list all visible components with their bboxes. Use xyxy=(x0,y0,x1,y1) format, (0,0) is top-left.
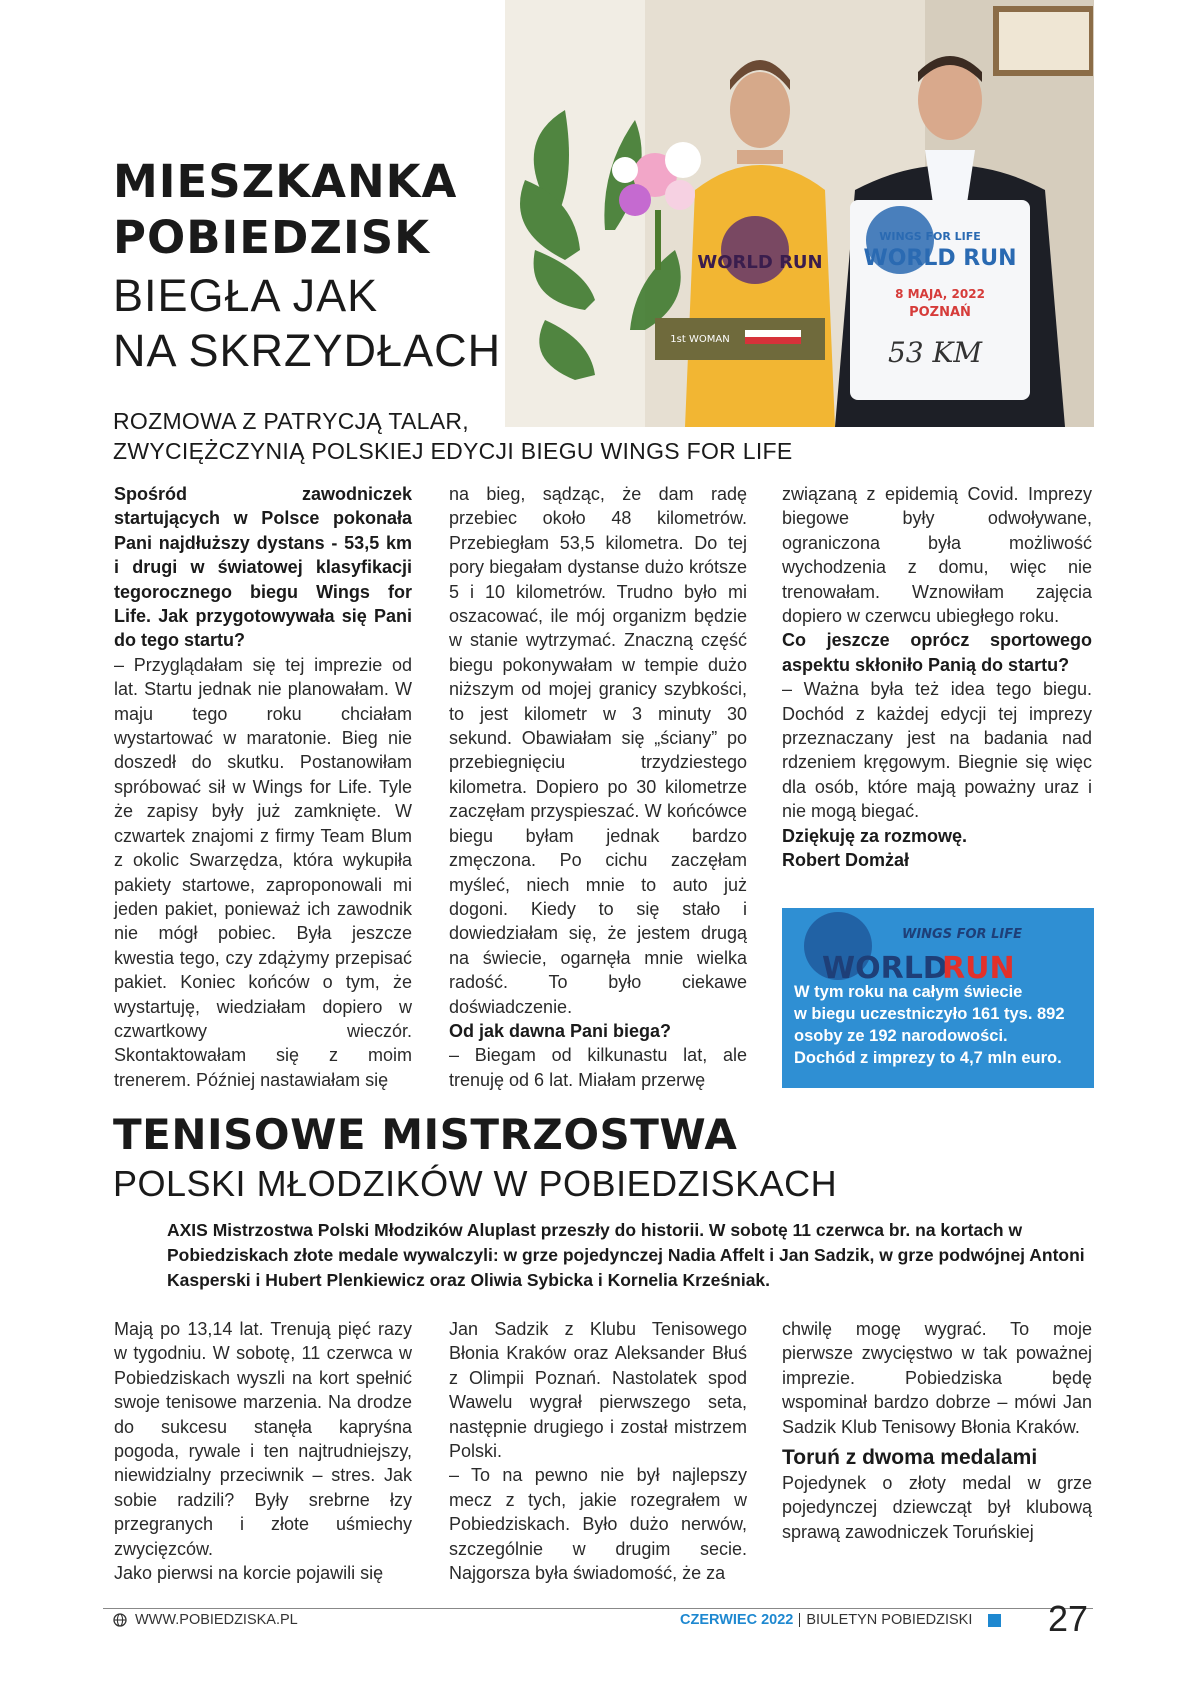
article2-lead: AXIS Mistrzostwa Polski Młodzików Aluplast przeszły do historii. W sobotę 11 czerwca br. na kortach w Pobiedziskach złote medale wywalczyli: w grze pojedynczej Nadia Affelt i Jan Sadzik, w grze podwójnej Antoni Kasperski i Hubert Plenkiewicz oraz Oliwia Sybicka i Kornelia Krześniak. xyxy=(167,1220,1085,1290)
sign-brand-line2: WORLD RUN xyxy=(863,246,1017,271)
globe-icon xyxy=(113,1613,127,1627)
footer-website[interactable] xyxy=(113,1612,298,1628)
interview-answer: – Biegam od kilkunastu lat, ale trenuję od 6 lat. Miałam przerwę xyxy=(449,1045,747,1090)
blue-square-marker xyxy=(988,1614,1001,1627)
article2-paragraph: Mają po 13,14 lat. Trenują pięć razy w tygodniu. W sobotę, 11 czerwca w Pobiedziskach wyszli na kort spełnić swoje tenisowe marzenia. Na drodze do sukcesu stanęła kapryśna pogoda, rywale i ten najtrudniejszy, niewidzialny przeciwnik – stres. Jak sobie radzili? Były srebrne łzy przegranych i złote uśmiechy zwycięzców. xyxy=(114,1319,412,1559)
photo-illustration xyxy=(505,0,1094,427)
footer-rule xyxy=(103,1608,1093,1609)
footer-issue-info xyxy=(680,1612,1001,1628)
infobox-line4: Dochód z imprezy to 4,7 mln euro. xyxy=(794,1049,1062,1067)
interview-answer: – Przyglądałam się tej imprezie od lat. Startu jednak nie planowałam. W maju tego roku chciałam wystartować w maratonie. Bieg nie doszedł do skutku. Postanowiłam spróbować sił w Wings for Life. Tyle że zapisy były już zamknięte. W czwartek znajomi z firmy Team Blum z okolic Swarzędza, która wykupiła pakiety startowe, zaproponowali mi jeden pakiet, ponieważ ich zawodnik nie mógł pobiec. Była jeszcze kwestia tego, czy zdążymy przepisać pakiet. Koniec końców o tym, że wystartuję, wiedziałam dopiero w czwartkowy wieczór. Skontaktowałam się z moim trenerem. Później nastawiałam się xyxy=(114,654,412,1090)
article1-column-3 xyxy=(782,482,1092,873)
sign-city: POZNAŃ xyxy=(909,305,971,320)
logo-wings-for-life: WINGS FOR LIFE xyxy=(902,927,1022,942)
article2-paragraph: – To na pewno nie był najlepszy mecz z tych, jakie rozegrałem w Pobiedziskach. Było dużo nerwów, szczególnie w drugim secie. Najgorsza była świadomość, że za xyxy=(449,1465,747,1584)
infobox-line1: W tym roku na całym świecie xyxy=(794,983,1023,1001)
interview-answer: związaną z epidemią Covid. Imprezy biegowe były odwoływane, ograniczona była możliwość wychodzenia z domu, więc nie trenowałam. Wznowiłam zajęcia dopiero w czerwcu ubiegłego roku. xyxy=(782,484,1092,627)
logo-run: RUN xyxy=(942,951,1015,986)
issue-date: CZERWIEC 2022 xyxy=(680,1612,794,1628)
article2-paragraph: Pojedynek o złoty medal w grze pojedynczej dziewcząt był klubową sprawą zawodniczek Toruńskiej xyxy=(782,1473,1092,1542)
website-url[interactable]: WWW.POBIEDZISKA.PL xyxy=(135,1612,298,1628)
author-name: Robert Domżał xyxy=(782,850,910,871)
publication-name: BIULETYN POBIEDZISKI xyxy=(806,1612,973,1628)
sign-date: 8 MAJA, 2022 xyxy=(895,287,985,301)
thanks-line: Dziękuję za rozmowę. xyxy=(782,825,968,846)
article1-title-light-line1: BIEGŁA JAK xyxy=(113,270,379,321)
wings-for-life-logo xyxy=(782,908,1094,988)
article1-column-1 xyxy=(114,482,412,1092)
article2-column-3 xyxy=(782,1317,1092,1544)
logo-world: WORLD xyxy=(822,951,948,986)
interview-question: Spośród zawodniczek startujących w Polsce pokonała Pani najdłuższy dystans - 53,5 km i drugi w światowej klasyfikacji tegorocznego biegu Wings for Life. Jak przygotowywała się Pani do tego startu? xyxy=(114,484,412,651)
interview-answer: – Ważna była też idea tego biegu. Dochód z każdej edycji tej imprezy przeznaczany jest na badania nad rdzeniem kręgowym. Biegnie się więc dla osób, które mają poważny uraz i nie mogą biegać. xyxy=(782,679,1092,822)
interview-question: Co jeszcze oprócz sportowego aspektu skłoniło Panią do startu? xyxy=(782,630,1092,675)
article1-column-2 xyxy=(449,482,747,1092)
footer-separator xyxy=(799,1613,800,1627)
sign-brand-line1: WINGS FOR LIFE xyxy=(879,230,981,243)
infobox-line3: osoby ze 192 narodowości. xyxy=(794,1027,1008,1045)
interview-answer: na bieg, sądząc, że dam radę przebiec około 48 kilometrów. Przebiegłam 53,5 kilometra. Do tej pory biegałam dystanse dużo krótsze 5 i 10 kilometrów. Trudno było mi oszacować, ile mój organizm będzie w stanie wytrzymać. Znaczną część biegu pokonywałam w tempie dużo niższym od mojej granicy szybkości, to jest kilometr w 3 minuty 30 sekund. Obawiałam się „ściany” po przebiegnięciu trzydziestego kilometra. Dopiero po 30 kilometrze zaczęłam przyspieszać. W końcówce biegu byłam jednak bardzo zmęczona. Po cichu zaczęłam myśleć, niech mnie to auto już dogoni. Kiedy to się stało i dowiedziałam się, że jestem drugą na świecie, ogarnęła mnie wielka radość. To było ciekawe doświadczenie. xyxy=(449,484,747,1017)
infobox-line2: w biegu uczestniczyło 161 tys. 892 xyxy=(794,1005,1065,1023)
sign-handwritten-distance: 53 KM xyxy=(887,336,983,369)
article2-column-1 xyxy=(114,1317,412,1585)
article1-subtitle-line2: ZWYCIĘŻCZYNIĄ POLSKIEJ EDYCJI BIEGU WINGS FOR LIFE xyxy=(113,438,793,464)
page-number: 27 xyxy=(1048,1598,1089,1639)
article1-photo xyxy=(505,0,1094,427)
article1-title-bold-line1: MIESZKANKA xyxy=(113,155,458,208)
article1-title-light-line2: NA SKRZYDŁACH xyxy=(113,325,502,376)
article1-subtitle-line1: ROZMOWA Z PATRYCJĄ TALAR, xyxy=(113,408,469,434)
article1-title-bold-line2: POBIEDZISK xyxy=(113,211,431,264)
article2-paragraph: Jan Sadzik z Klubu Tenisowego Błonia Kraków oraz Aleksander Błuś z Olimpii Poznań. Nastolatek spod Wawelu wygrał pierwszego seta, następnie drugiego i został mistrzem Polski. xyxy=(449,1319,747,1462)
shirt-print-text: WORLD RUN xyxy=(697,252,823,273)
article2-column-2 xyxy=(449,1317,747,1585)
article2-paragraph: Jako pierwsi na korcie pojawili się xyxy=(114,1563,384,1584)
wings-for-life-infobox xyxy=(782,908,1094,1088)
interview-question: Od jak dawna Pani biega? xyxy=(449,1020,672,1041)
article2-title-light: POLSKI MŁODZIKÓW W POBIEDZISKACH xyxy=(113,1163,838,1204)
article2-subheading: Toruń z dwoma medalami xyxy=(782,1446,1038,1470)
article2-title-bold: TENISOWE MISTRZOSTWA xyxy=(113,1110,738,1159)
article2-paragraph: chwilę mogę wygrać. To moje pierwsze zwycięstwo w tak poważnej imprezie. Pobiedziska będę wspominał bardzo dobrze – mówi Jan Sadzik Klub Tenisowy Błonia Kraków. xyxy=(782,1319,1092,1437)
trophy-label: 1st WOMAN xyxy=(670,334,730,345)
